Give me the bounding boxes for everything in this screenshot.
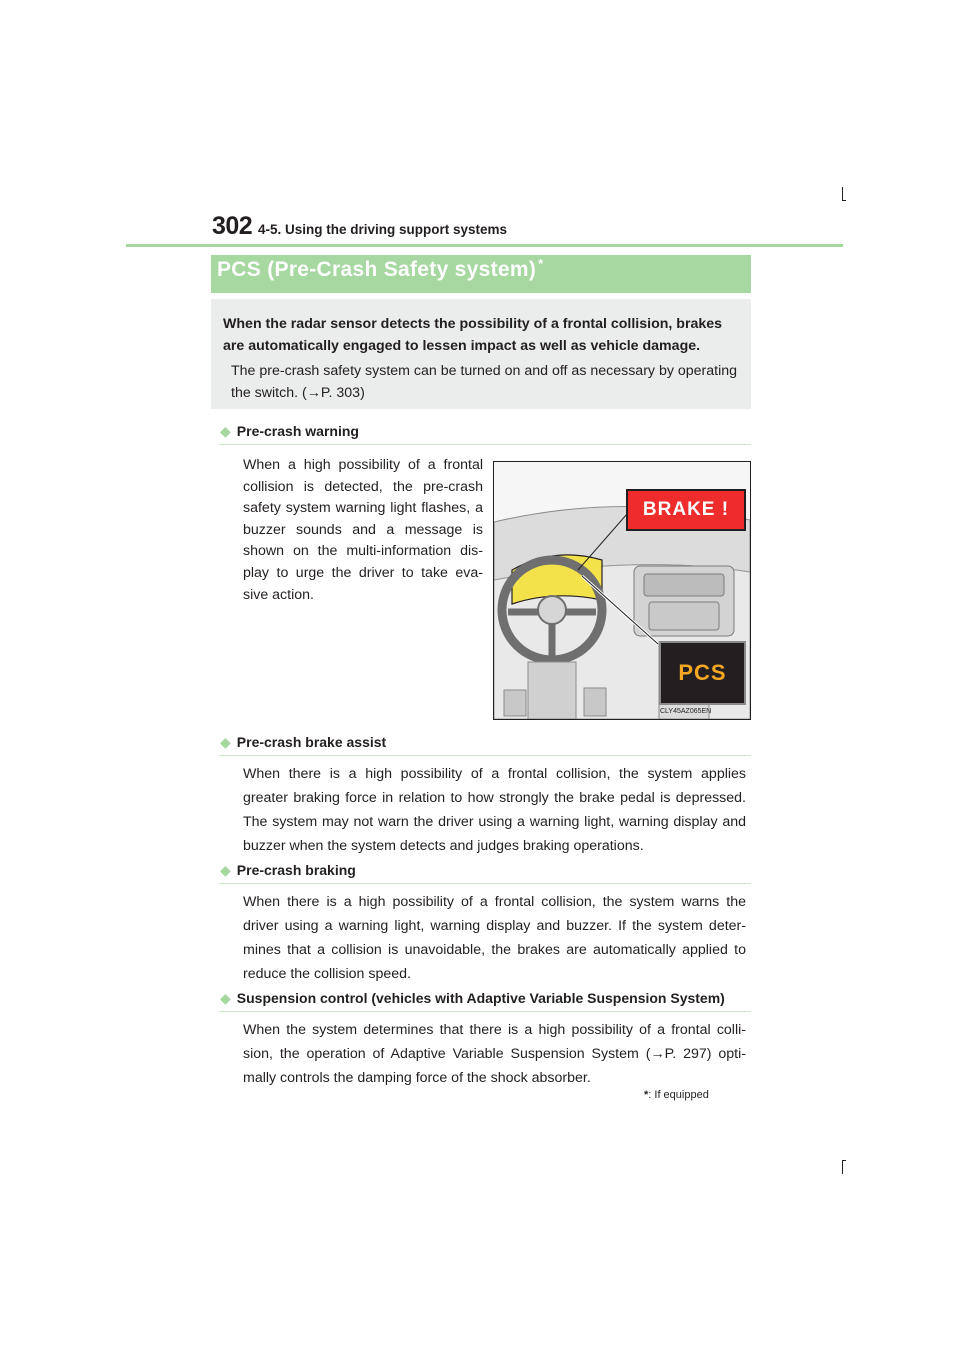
text-line: buzzer when the system detects and judges braking operations.	[243, 838, 644, 854]
header-rule	[126, 244, 843, 247]
section-header: 4-5. Using the driving support systems	[258, 222, 508, 237]
crop-mark-bottom	[842, 1160, 843, 1174]
page-number: 302	[212, 212, 253, 240]
footnote-marker: *	[644, 1089, 649, 1101]
intro-note: The pre-crash safety system can be turned on and off as necessary by operating the switch. (→P. 303)	[231, 363, 738, 401]
crop-mark-top-foot	[842, 200, 846, 201]
intro-summary: When the radar sensor detects the possibility of a frontal collision, brakes are automatically engaged to lessen impact as well as vehicle damage.	[223, 316, 723, 354]
diamond-bullet-icon: ◆	[220, 423, 231, 439]
heading-suspension-control	[220, 990, 725, 1007]
illustration-caption: CLY45AZ065EN	[660, 708, 712, 715]
text-line: sive action.	[243, 586, 314, 603]
heading-rule	[219, 444, 751, 445]
text-line: mines that a collision is unavoidable, the brakes are automatically applied to	[243, 942, 746, 958]
diamond-bullet-icon: ◆	[220, 734, 231, 750]
crop-mark-bottom-foot	[842, 1160, 846, 1161]
heading-rule	[219, 883, 751, 884]
text-line: When the system determines that there is a high possibility of a frontal colli-	[243, 1022, 746, 1038]
heading-pre-crash-brake-assist	[220, 734, 386, 751]
page-title-text: PCS (Pre-Crash Safety system)	[217, 258, 537, 281]
crop-mark-top	[842, 187, 843, 201]
text-line: The system may not warn the driver using a warning light, warning display and	[243, 814, 746, 830]
text-line: buzzer sounds and a message is	[243, 521, 483, 538]
text-line: mally controls the damping force of the shock absorber.	[243, 1070, 591, 1086]
page-title	[217, 258, 544, 282]
text-line: play to urge the driver to take eva-	[243, 564, 483, 581]
footnote-text: : If equipped	[648, 1089, 709, 1101]
text-line: When there is a high possibility of a frontal collision, the system applies	[243, 766, 746, 782]
text-line: driver using a warning light, warning display and buzzer. If the system deter-	[243, 918, 746, 934]
heading-rule	[219, 1011, 751, 1012]
title-footnote-marker: *	[538, 256, 544, 271]
footnote	[644, 1089, 709, 1101]
heading-text: Pre-crash warning	[236, 423, 359, 439]
text-line: safety system warning light flashes, a	[243, 500, 483, 517]
heading-rule	[219, 755, 751, 756]
pcs-warning-label: PCS	[659, 641, 746, 705]
heading-text: Suspension control (vehicles with Adaptive Variable Suspension System)	[236, 990, 725, 1006]
diamond-bullet-icon: ◆	[220, 862, 231, 878]
text-line: greater braking force in relation to how strongly the brake pedal is depressed.	[243, 790, 746, 806]
pre-crash-brake-assist-text	[243, 762, 746, 858]
suspension-control-text	[243, 1018, 746, 1090]
text-line: When there is a high possibility of a frontal collision, the system warns the	[243, 894, 746, 910]
text-line: collision is detected, the pre-crash	[243, 478, 483, 495]
diamond-bullet-icon: ◆	[220, 990, 231, 1006]
heading-text: Pre-crash braking	[236, 862, 356, 878]
heading-text: Pre-crash brake assist	[236, 734, 387, 750]
heading-pre-crash-warning	[220, 423, 359, 440]
text-line: When a high possibility of a frontal	[243, 457, 483, 473]
text-line: sion, the operation of Adaptive Variable Suspension System (→P. 297) opti-	[243, 1046, 746, 1062]
heading-pre-crash-braking	[220, 862, 356, 879]
text-line: reduce the collision speed.	[243, 966, 411, 982]
pre-crash-braking-text	[243, 890, 746, 986]
pre-crash-warning-text	[243, 455, 483, 606]
brake-warning-label: BRAKE !	[626, 489, 746, 531]
text-line: shown on the multi-information dis-	[243, 543, 483, 560]
